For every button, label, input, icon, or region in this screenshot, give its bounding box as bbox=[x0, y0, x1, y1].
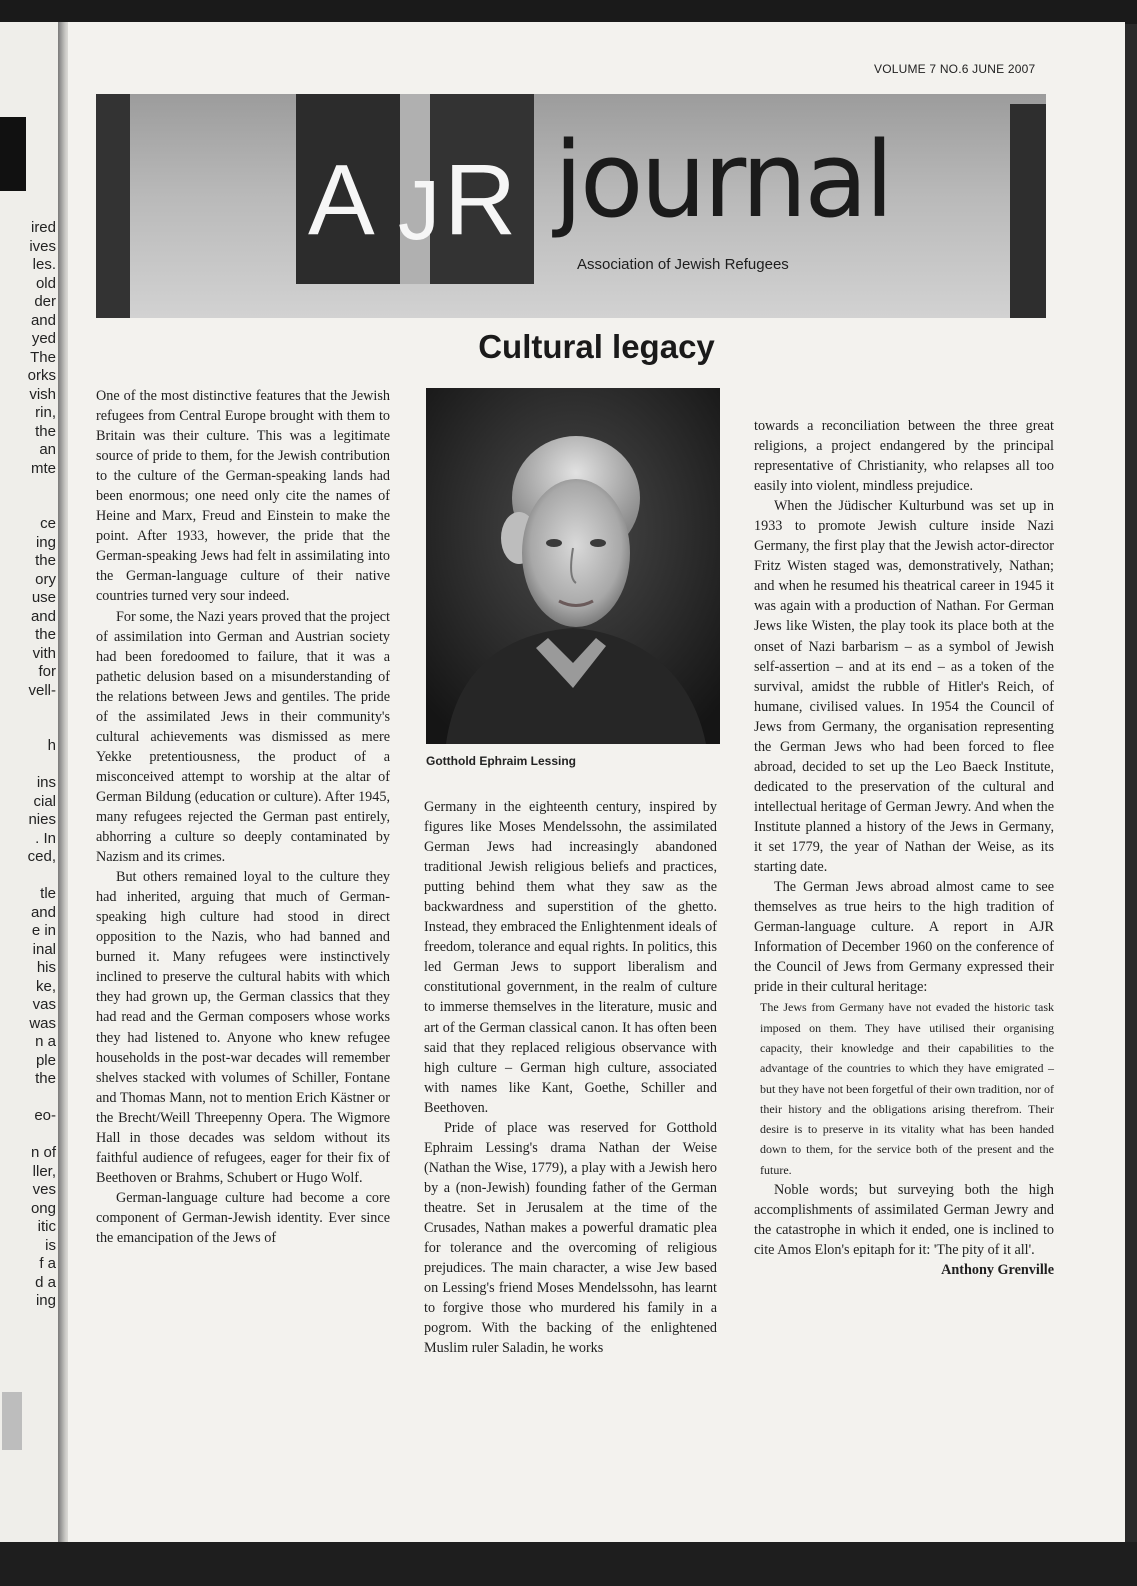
facing-page-fragment: tle bbox=[40, 885, 56, 902]
facing-page-fragment: d a bbox=[35, 1273, 56, 1291]
facing-page-fragment: rin, bbox=[35, 404, 56, 421]
issue-info: VOLUME 7 NO.6 JUNE 2007 bbox=[874, 62, 1036, 76]
facing-page-edge bbox=[0, 22, 58, 1542]
facing-page-fragment: ple bbox=[35, 1051, 56, 1069]
facing-page-fragment: ing bbox=[35, 533, 56, 551]
facing-page-fragment: ves bbox=[32, 1181, 56, 1198]
masthead-tagline: Association of Jewish Refugees bbox=[577, 256, 789, 273]
logo-letter-a: A bbox=[308, 144, 375, 256]
facing-page-fragment: cial bbox=[33, 792, 56, 810]
facing-page-fragment: The bbox=[30, 348, 56, 366]
facing-page-fragment: ives bbox=[29, 237, 56, 255]
facing-page-fragment: an bbox=[39, 441, 56, 458]
facing-page-fragment: n a bbox=[35, 1033, 56, 1050]
facing-page-fragment: vith bbox=[32, 644, 56, 662]
paragraph: Pride of place was reserved for Gotthold Ephraim Lessing's drama Nathan der Weise (Nathan the Wise, 1779), a play with a Jewish hero by a (non-Jewish) founding father of the German theatre. Set in Jerusalem at the time of the Crusades, Nathan makes a powerful dramatic plea for tolerance and the overcoming of religious prejudices. The main character, a wise Jew based on Lessing's friend Moses Mendelssohn, has learnt to forgive those who murdered his family in a pogrom. With the backing of the enlightened Muslim ruler Saladin, he works bbox=[424, 1119, 717, 1357]
facing-page-fragment: nies bbox=[28, 811, 56, 828]
article-column-3 bbox=[754, 416, 1054, 1280]
facing-page-fragment: ins bbox=[36, 774, 56, 791]
facing-page-fragment: e in bbox=[31, 922, 56, 939]
author-byline: Anthony Grenville bbox=[941, 1262, 1054, 1279]
paragraph: towards a reconciliation between the three great religions, a project endangered by the principal representative of Christianity, who relapses all too easily into violent, mindless prejudice. bbox=[754, 418, 1054, 495]
facing-page-fragment: ced, bbox=[27, 848, 56, 865]
facing-page-fragment bbox=[28, 756, 56, 775]
facing-page-fragment bbox=[28, 497, 56, 516]
facing-page-fragment: ired bbox=[30, 219, 56, 236]
article-headline: Cultural legacy bbox=[478, 328, 715, 365]
facing-page-fragment: ing bbox=[35, 1292, 56, 1309]
facing-page-fragment bbox=[28, 719, 56, 738]
facing-page-fragment: eo- bbox=[34, 1107, 56, 1124]
facing-page-fragment: itic bbox=[37, 1218, 56, 1235]
scan-border-top bbox=[0, 0, 1137, 24]
facing-page-fragment: ong bbox=[30, 1199, 56, 1217]
masthead-right-bar bbox=[1010, 104, 1046, 318]
masthead-banner bbox=[96, 94, 1046, 318]
facing-page-fragment: les. bbox=[32, 256, 56, 273]
facing-page-fragment bbox=[28, 1126, 56, 1145]
facing-page-fragment: the bbox=[35, 1070, 56, 1087]
page-tab-marker bbox=[0, 117, 26, 191]
paragraph: Germany in the eighteenth century, inspired by figures like Moses Mendelssohn, the assimilated German Jews had increasingly abandoned traditional Jewish religious beliefs and practices, putting behind them what they saw as the backwardness and superstition of the ghetto. Instead, they embraced the Enlightenment ideals of freedom, tolerance and equal rights. In politics, this led German Jews to support liberalism and constitutional government, in the realm of culture to immerse themselves in the literature, music and art of the German classical canon. It has often been said that they replaced religious observance with high culture – German high culture, associated with names like Kant, Goethe, Schiller and Beethoven. bbox=[424, 799, 717, 1116]
facing-page-fragment: ory bbox=[35, 570, 56, 588]
facing-page-fragment: . In bbox=[35, 829, 56, 847]
facing-page-fragment: yed bbox=[31, 330, 56, 347]
logo-letter-j: J bbox=[398, 163, 440, 257]
facing-page-fragment bbox=[28, 700, 56, 719]
facing-page-fragment: f a bbox=[39, 1255, 56, 1272]
paragraph: German-language culture had become a core component of German-Jewish identity. Ever since the emancipation of the Jews of bbox=[96, 1189, 390, 1246]
facing-page-fragment: ke, bbox=[35, 977, 56, 995]
facing-page-fragment: ller, bbox=[32, 1162, 56, 1180]
facing-page-fragment: der bbox=[34, 293, 56, 310]
facing-page-fragment: the bbox=[35, 626, 56, 643]
facing-page-fragment: his bbox=[36, 959, 56, 976]
facing-page-fragment: h bbox=[47, 737, 56, 754]
facing-page-fragment: for bbox=[38, 663, 56, 680]
paragraph: Noble words; but surveying both the high accomplishments of assimilated German Jewry and the catastrophe in which it ended, one is inclined to cite Amos Elon's epitaph for it: 'The pity of it all'. bbox=[754, 1182, 1054, 1259]
lessing-portrait-image bbox=[426, 388, 720, 744]
facing-page-text bbox=[28, 219, 56, 1311]
grey-block bbox=[2, 1392, 22, 1450]
facing-page-fragment: mte bbox=[30, 459, 56, 477]
facing-page-fragment bbox=[28, 1089, 56, 1108]
paragraph: One of the most distinctive features that the Jewish refugees from Central Europe brought with them to Britain was their culture. This was a legitimate source of pride to them, for the Jewish contribution to the culture of the German-speaking lands had been enormous; one need only cite the names of Heine and Marx, Freud and Einstein to make the point. After 1933, however, the pride that the German-speaking Jews had felt in assimilating into the German-language culture of their native countries turned very sour indeed. bbox=[96, 388, 390, 605]
facing-page-fragment bbox=[28, 478, 56, 497]
facing-page-fragment: the bbox=[35, 422, 56, 440]
facing-page-fragment: the bbox=[35, 552, 56, 569]
journal-page bbox=[68, 22, 1125, 1542]
facing-page-fragment: and bbox=[30, 607, 56, 625]
facing-page-fragment: old bbox=[35, 274, 56, 292]
facing-page-fragment: n of bbox=[30, 1144, 56, 1161]
facing-page-fragment: and bbox=[30, 903, 56, 921]
article-column-1 bbox=[96, 386, 390, 1248]
facing-page-fragment: vell- bbox=[28, 681, 56, 699]
paragraph: The German Jews abroad almost came to see themselves as true heirs to the high tradition of German-language culture. A report in AJR Information of December 1960 on the conference of the Council of Jews from Germany expressed their pride in their cultural heritage: bbox=[754, 879, 1054, 996]
image-caption: Gotthold Ephraim Lessing bbox=[426, 754, 577, 768]
facing-page-fragment: orks bbox=[27, 367, 56, 384]
facing-page-fragment: and bbox=[30, 311, 56, 329]
scan-border-bottom bbox=[0, 1542, 1137, 1586]
facing-page-fragment: inal bbox=[32, 940, 56, 958]
paragraph: For some, the Nazi years proved that the project of assimilation into German and Austrian society had been foredoomed to failure, that it was a pathetic delusion based on a misunderstanding of the relations between Jews and gentiles. The pride of the assimilated Jews in their community's cultural achievements was dismissed as mere Yekke pretentiousness, the product of a misconceived attempt to worship at the altar of German Bildung (education or culture). After 1945, many refugees rejected the German past entirely, abhorring a culture so deeply contaminated by Nazism and its crimes. bbox=[96, 608, 390, 866]
facing-page-fragment: is bbox=[45, 1236, 56, 1254]
block-quote: The Jews from Germany have not evaded the historic task imposed on them. They have utilised their organising capacity, their knowledge and their capabilities to the advantage of the countries to which they have emigrated – but they have not been forgetful of their own tradition, nor of their history and the obligations arising therefrom. Their desire is to preserve in its vitality what has been handed down to them, for the service both of the present and the future. bbox=[760, 1000, 1054, 1177]
facing-page-fragment: ce bbox=[40, 515, 56, 532]
facing-page-fragment: use bbox=[31, 589, 56, 606]
facing-page-fragment: vish bbox=[29, 385, 56, 403]
paragraph: But others remained loyal to the culture they had inherited, arguing that much of German-speaking high culture had stood in direct opposition to the Nazis, who had banned and burned it. Many refugees were instinctively inclined to preserve the cultural habits with which they had grown up, the German classics that they had read and the German composers whose works they had listened to. Anyone who knew refugee households in the post-war decades will remember shelves stacked with volumes of Schiller, Fontane and Thomas Mann, not to mention Erich Kästner or the Brecht/Weill Threepenny Opera. The Wigmore Hall in those decades was seldom without its faithful audience of refugees, eager for their fix of Beethoven or Brahms, Schubert or Hugo Wolf. bbox=[96, 869, 390, 1186]
facing-page-fragment bbox=[28, 867, 56, 886]
facing-page-fragment: vas bbox=[32, 996, 56, 1013]
paragraph: When the Jüdischer Kulturbund was set up in 1933 to promote Jewish culture inside Nazi Germany, the first play that the Jewish actor-director Fritz Wisten staged was, demonstratively, Nathan; and when he resumed his theatrical career in 1945 it was again with a production of Nathan. For German Jews like Wisten, the play took its place both at the onset of Nazi barbarism – as a symbol of Jewish self-assertion – and at its end – as a token of the survival, amidst the rubble of Hitler's Reich, of humane, civilised values. In 1954 the Council of Jews from Germany, the organisation representing the German Jews who had been forced to flee abroad, decided to set up the Leo Baeck Institute, dedicated to the preservation of the cultural and intellectual heritage of German Jewry. And when the Institute planned a history of the Jews in Germany, it set 1779, the year of Nathan der Weise, as its starting date. bbox=[754, 498, 1054, 876]
masthead-left-bar bbox=[96, 94, 130, 318]
logo-word-journal: journal bbox=[554, 119, 891, 241]
facing-page-fragment: was bbox=[29, 1014, 56, 1032]
logo-letter-r: R bbox=[444, 144, 517, 256]
article-column-2 bbox=[424, 797, 717, 1358]
